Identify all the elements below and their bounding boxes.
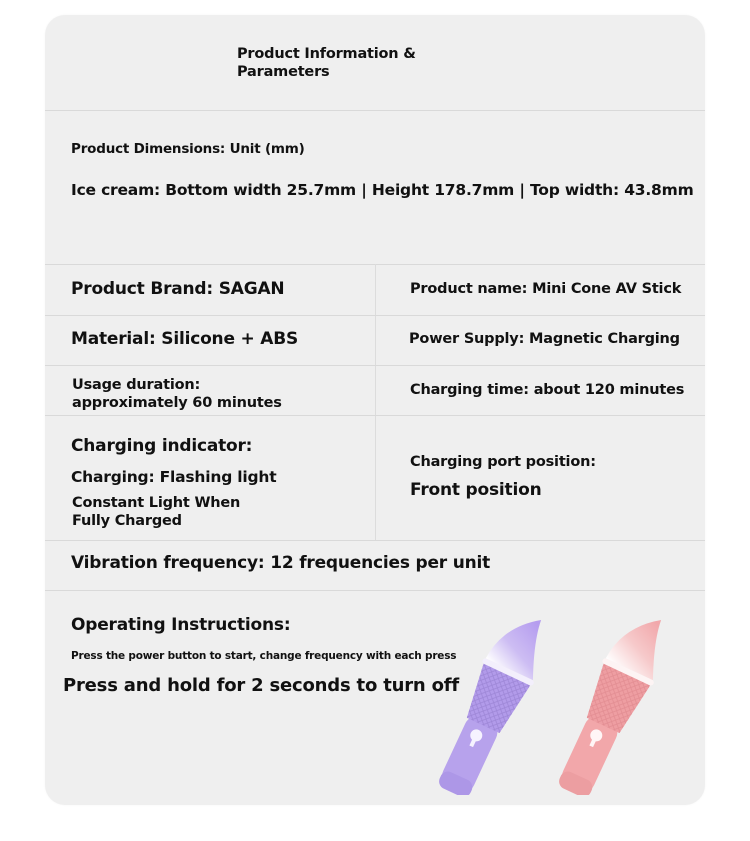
charging-port-value: Front position <box>410 480 542 500</box>
spec-vibration: Vibration frequency: 12 frequencies per unit <box>71 553 491 573</box>
spec-charging-time: Charging time: about 120 minutes <box>410 382 685 398</box>
divider <box>45 540 705 541</box>
charging-indicator-full: Constant Light When Fully Charged <box>72 495 241 529</box>
dimensions-value: Ice cream: Bottom width 25.7mm | Height 178.7mm | Top width: 43.8mm <box>71 181 694 199</box>
instructions-line1: Press the power button to start, change frequency with each press <box>71 650 457 662</box>
divider <box>45 590 705 591</box>
instructions-line2: Press and hold for 2 seconds to turn off <box>63 675 459 696</box>
dimensions-label: Product Dimensions: Unit (mm) <box>71 141 305 157</box>
divider <box>45 365 705 366</box>
product-info-card <box>45 15 705 805</box>
purple-cone-product <box>427 605 560 795</box>
spec-power-supply: Power Supply: Magnetic Charging <box>409 331 680 347</box>
page-title: Product Information & Parameters <box>237 46 416 80</box>
instructions-heading: Operating Instructions: <box>71 615 291 635</box>
product-image <box>400 605 700 795</box>
column-divider <box>375 264 376 540</box>
divider <box>45 110 705 111</box>
spec-product-name: Product name: Mini Cone AV Stick <box>410 281 682 297</box>
spec-brand: Product Brand: SAGAN <box>71 279 285 299</box>
spec-usage-duration: Usage duration: approximately 60 minutes <box>72 377 282 411</box>
charging-port-label: Charging port position: <box>410 454 596 470</box>
charging-indicator-label: Charging indicator: <box>71 436 253 456</box>
charging-indicator-charging: Charging: Flashing light <box>71 468 277 486</box>
pink-cone-product <box>547 605 680 795</box>
divider <box>45 415 705 416</box>
divider <box>45 315 705 316</box>
spec-material: Material: Silicone + ABS <box>71 329 299 349</box>
